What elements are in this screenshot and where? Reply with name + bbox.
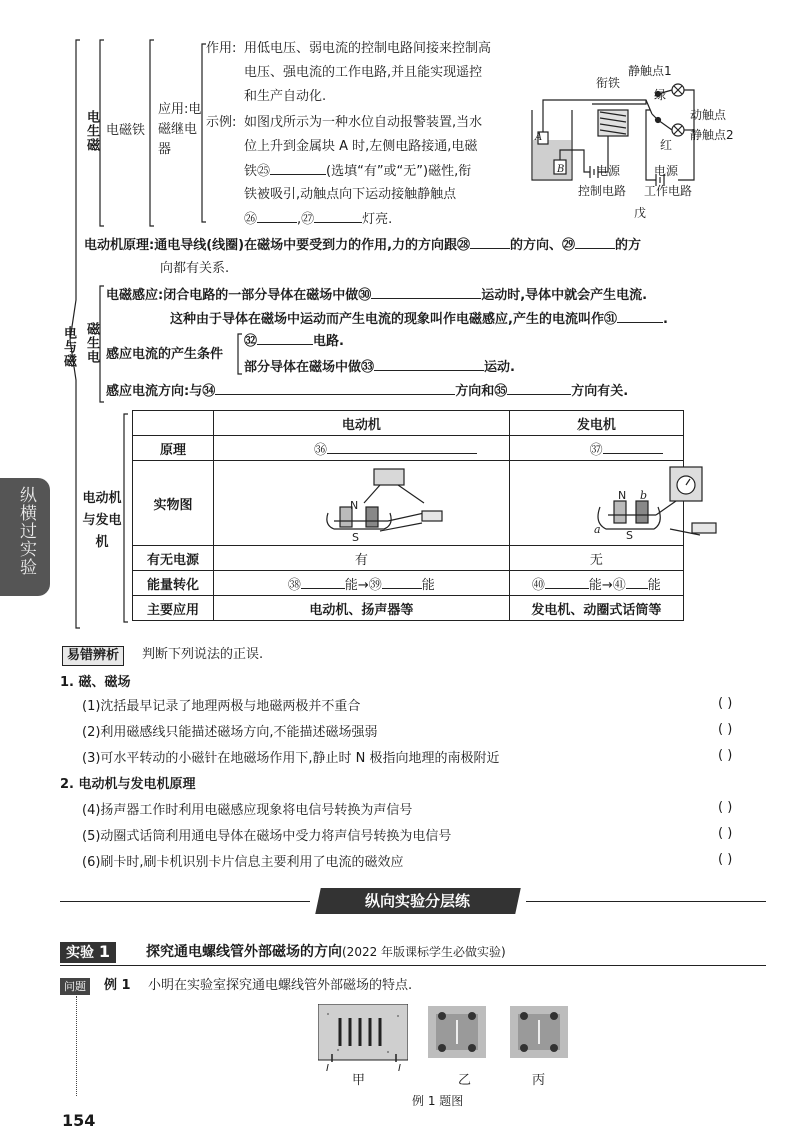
function-line-2: 电压、强电流的工作电路,并且能实现遥控 [244, 65, 483, 80]
fig-jia-current-right: I [398, 1063, 401, 1074]
question-dotted-guide [76, 996, 77, 1096]
fig-static-contact-1: 静触点1 [628, 64, 672, 78]
generator-img-a: a [593, 523, 601, 536]
example-line-1: 如图戊所示为一种水位自动报警装置,当水 [244, 115, 483, 130]
condition-1: ㉜ 电路. [244, 330, 344, 353]
banner-rule-right [526, 901, 766, 902]
motor-apparatus-image [314, 463, 464, 543]
blank-28[interactable] [470, 234, 510, 249]
fig-armature: 衔铁 [596, 76, 621, 90]
branch-electricity-to-magnetism: 电生磁 [84, 110, 99, 152]
row-label-power-source: 有无电源 [133, 546, 214, 571]
error-item-1: (1)沈括最早记录了地理两极与地磁两极并不重合 [82, 699, 361, 714]
cell-generator-applications: 发电机、动圈式话筒等 [509, 596, 683, 621]
fig-source-2: 电源 [654, 164, 679, 178]
answer-paren-2[interactable]: ( ) [718, 722, 733, 737]
blank-31[interactable] [617, 308, 663, 323]
table-header-generator: 发电机 [509, 411, 683, 436]
blank-27[interactable] [314, 208, 362, 223]
blank-40[interactable] [545, 574, 589, 589]
fig-caption: 戊 [634, 206, 647, 220]
em-induction-line-1: 电磁感应:闭合电路的一部分导体在磁场中做㉚ 运动时,导体中就会产生电流. [106, 284, 647, 307]
generator-img-s: S [625, 529, 633, 542]
motor-generator-label: 电动机与发电机 [82, 491, 122, 550]
blank-38[interactable] [301, 574, 345, 589]
cell-generator-picture [509, 461, 683, 546]
fig-work-circuit: 工作电路 [644, 184, 693, 198]
example-line-4: 铁被吸引,动触点向下运动接触静触点 [244, 187, 457, 202]
figure-bing-compass [510, 1006, 568, 1058]
blank-33[interactable] [374, 356, 484, 371]
answer-paren-3[interactable]: ( ) [718, 748, 733, 763]
cell-generator-energy-conversion: ㊵ 能→㊶ 能 [509, 571, 683, 596]
banner-rule-left [60, 901, 310, 902]
answer-paren-4[interactable]: ( ) [718, 800, 733, 815]
application-label: 应用:电磁继电器 [158, 102, 202, 157]
fig-red-lamp: 红 [660, 138, 673, 152]
table-header-empty [133, 411, 214, 436]
blank-26[interactable] [257, 208, 297, 223]
electromagnet-label: 电磁铁 [106, 123, 146, 138]
fig-control-circuit: 控制电路 [578, 184, 627, 198]
question-tag: 问题 [60, 978, 90, 995]
cell-motor-principle: ㊱ [214, 436, 510, 461]
blank-39[interactable] [382, 574, 422, 589]
figure-label-yi: 乙 [458, 1073, 472, 1088]
row-label-picture: 实物图 [133, 461, 214, 546]
section-banner: 纵向实验分层练 [315, 888, 521, 914]
figure-caption: 例 1 题图 [412, 1094, 464, 1108]
function-line-1: 用低电压、弱电流的控制电路间接来控制高 [244, 41, 492, 56]
row-label-applications: 主要应用 [133, 596, 214, 621]
experiment-tag: 实验 1 [60, 942, 116, 963]
table-row [133, 461, 684, 546]
motor-principle-line-1: 电动机原理:通电导线(线圈)在磁场中要受到力的作用,力的方向跟㉘ 的方向、㉙ 的方 [84, 234, 641, 257]
fig-source-1: 电源 [596, 164, 621, 178]
error-item-5: (5)动圈式话筒利用通电导体在磁场中受力将声信号转换为电信号 [82, 829, 452, 844]
row-label-principle: 原理 [133, 436, 214, 461]
induction-direction: 感应电流方向:与㉞ 方向和㉟ 方向有关. [106, 380, 628, 403]
motor-generator-table [132, 410, 684, 621]
condition-label: 感应电流的产生条件 [106, 347, 224, 362]
blank-35[interactable] [507, 380, 571, 395]
error-item-4: (4)扬声器工作时利用电磁感应现象将电信号转换为声信号 [82, 803, 413, 818]
cell-motor-picture [214, 461, 510, 546]
fig-static-contact-2: 静触点2 [690, 128, 734, 142]
blank-25[interactable] [270, 160, 326, 175]
experiment-title: 探究通电螺线管外部磁场的方向(2022 年版课标学生必做实验) [146, 944, 506, 960]
row-label-energy-conversion: 能量转化 [133, 571, 214, 596]
generator-img-n: N [617, 489, 626, 502]
branch-magnetism-to-electricity: 磁生电 [84, 322, 99, 364]
experiment-rule [60, 965, 766, 966]
cell-motor-applications: 电动机、扬声器等 [214, 596, 510, 621]
table-row [133, 436, 684, 461]
example-label: 示例: [206, 115, 237, 130]
error-section-1: 1. 磁、磁场 [60, 675, 131, 690]
motor-principle-line-2: 向都有关系. [160, 261, 230, 276]
blank-37[interactable] [603, 439, 663, 454]
error-item-2: (2)利用磁感线只能描述磁场方向,不能描述磁场强弱 [82, 725, 378, 740]
cell-motor-power-source: 有 [214, 546, 510, 571]
fig-green-lamp: 绿 [654, 88, 667, 102]
example-question: 小明在实验室探究通电螺线管外部磁场的特点. [148, 978, 413, 993]
cell-generator-power-source: 无 [509, 546, 683, 571]
em-induction-line-2: 这种由于导体在磁场中运动而产生电流的现象叫作电磁感应,产生的电流叫作㉛ . [170, 308, 668, 331]
table-row [133, 596, 684, 621]
fig-moving-contact: 动触点 [690, 108, 727, 122]
error-analysis-tag: 易错辨析 [62, 646, 124, 666]
fig-label-b: B [557, 164, 565, 175]
cell-motor-energy-conversion: ㊳ 能→㊴ 能 [214, 571, 510, 596]
error-analysis-intro: 判断下列说法的正误. [142, 647, 264, 662]
motor-img-n: N [350, 499, 359, 512]
figure-label-bing: 丙 [532, 1073, 546, 1088]
answer-paren-5[interactable]: ( ) [718, 826, 733, 841]
blank-36[interactable] [327, 439, 477, 454]
fig-jia-current-left: I [326, 1063, 329, 1074]
table-header-motor: 电动机 [214, 411, 510, 436]
answer-paren-6[interactable]: ( ) [718, 852, 733, 867]
table-row [133, 571, 684, 596]
figure-yi-compass [428, 1006, 486, 1058]
blank-41[interactable] [626, 574, 648, 589]
root-label: 电与磁 [61, 326, 76, 368]
error-item-3: (3)可水平转动的小磁针在地磁场作用下,静止时 N 极指向地理的南极附近 [82, 751, 500, 766]
answer-paren-1[interactable]: ( ) [718, 696, 733, 711]
chapter-side-tab: 纵横过实验 [0, 478, 50, 596]
example-line-2: 位上升到金属块 A 时,左侧电路接通,电磁 [244, 139, 478, 154]
example-number: 例 1 [104, 978, 131, 993]
generator-img-b: b [639, 489, 647, 502]
blank-30[interactable] [371, 284, 481, 299]
function-label: 作用: [206, 41, 237, 56]
blank-29[interactable] [575, 234, 615, 249]
figure-jia-solenoid [318, 1004, 408, 1064]
condition-2: 部分导体在磁场中做㉝ 运动. [244, 356, 515, 379]
blank-34[interactable] [215, 380, 455, 395]
page-number: 154 [62, 1111, 96, 1130]
error-section-2: 2. 电动机与发电机原理 [60, 777, 196, 792]
example-line-3: 铁㉕ (选填“有”或“无”)磁性,衔 [244, 160, 471, 183]
figure-label-jia: 甲 [352, 1073, 366, 1088]
example-line-5: ㉖ ,㉗ 灯亮. [244, 208, 392, 231]
blank-32[interactable] [257, 330, 313, 345]
fig-label-a: A [535, 132, 543, 143]
cell-generator-principle: ㊲ [509, 436, 683, 461]
table-row [133, 546, 684, 571]
function-line-3: 和生产自动化. [244, 89, 327, 104]
motor-img-s: S [352, 531, 359, 543]
error-item-6: (6)刷卡时,刷卡机识别卡片信息主要利用了电流的磁效应 [82, 855, 404, 870]
generator-apparatus-image [580, 463, 740, 543]
